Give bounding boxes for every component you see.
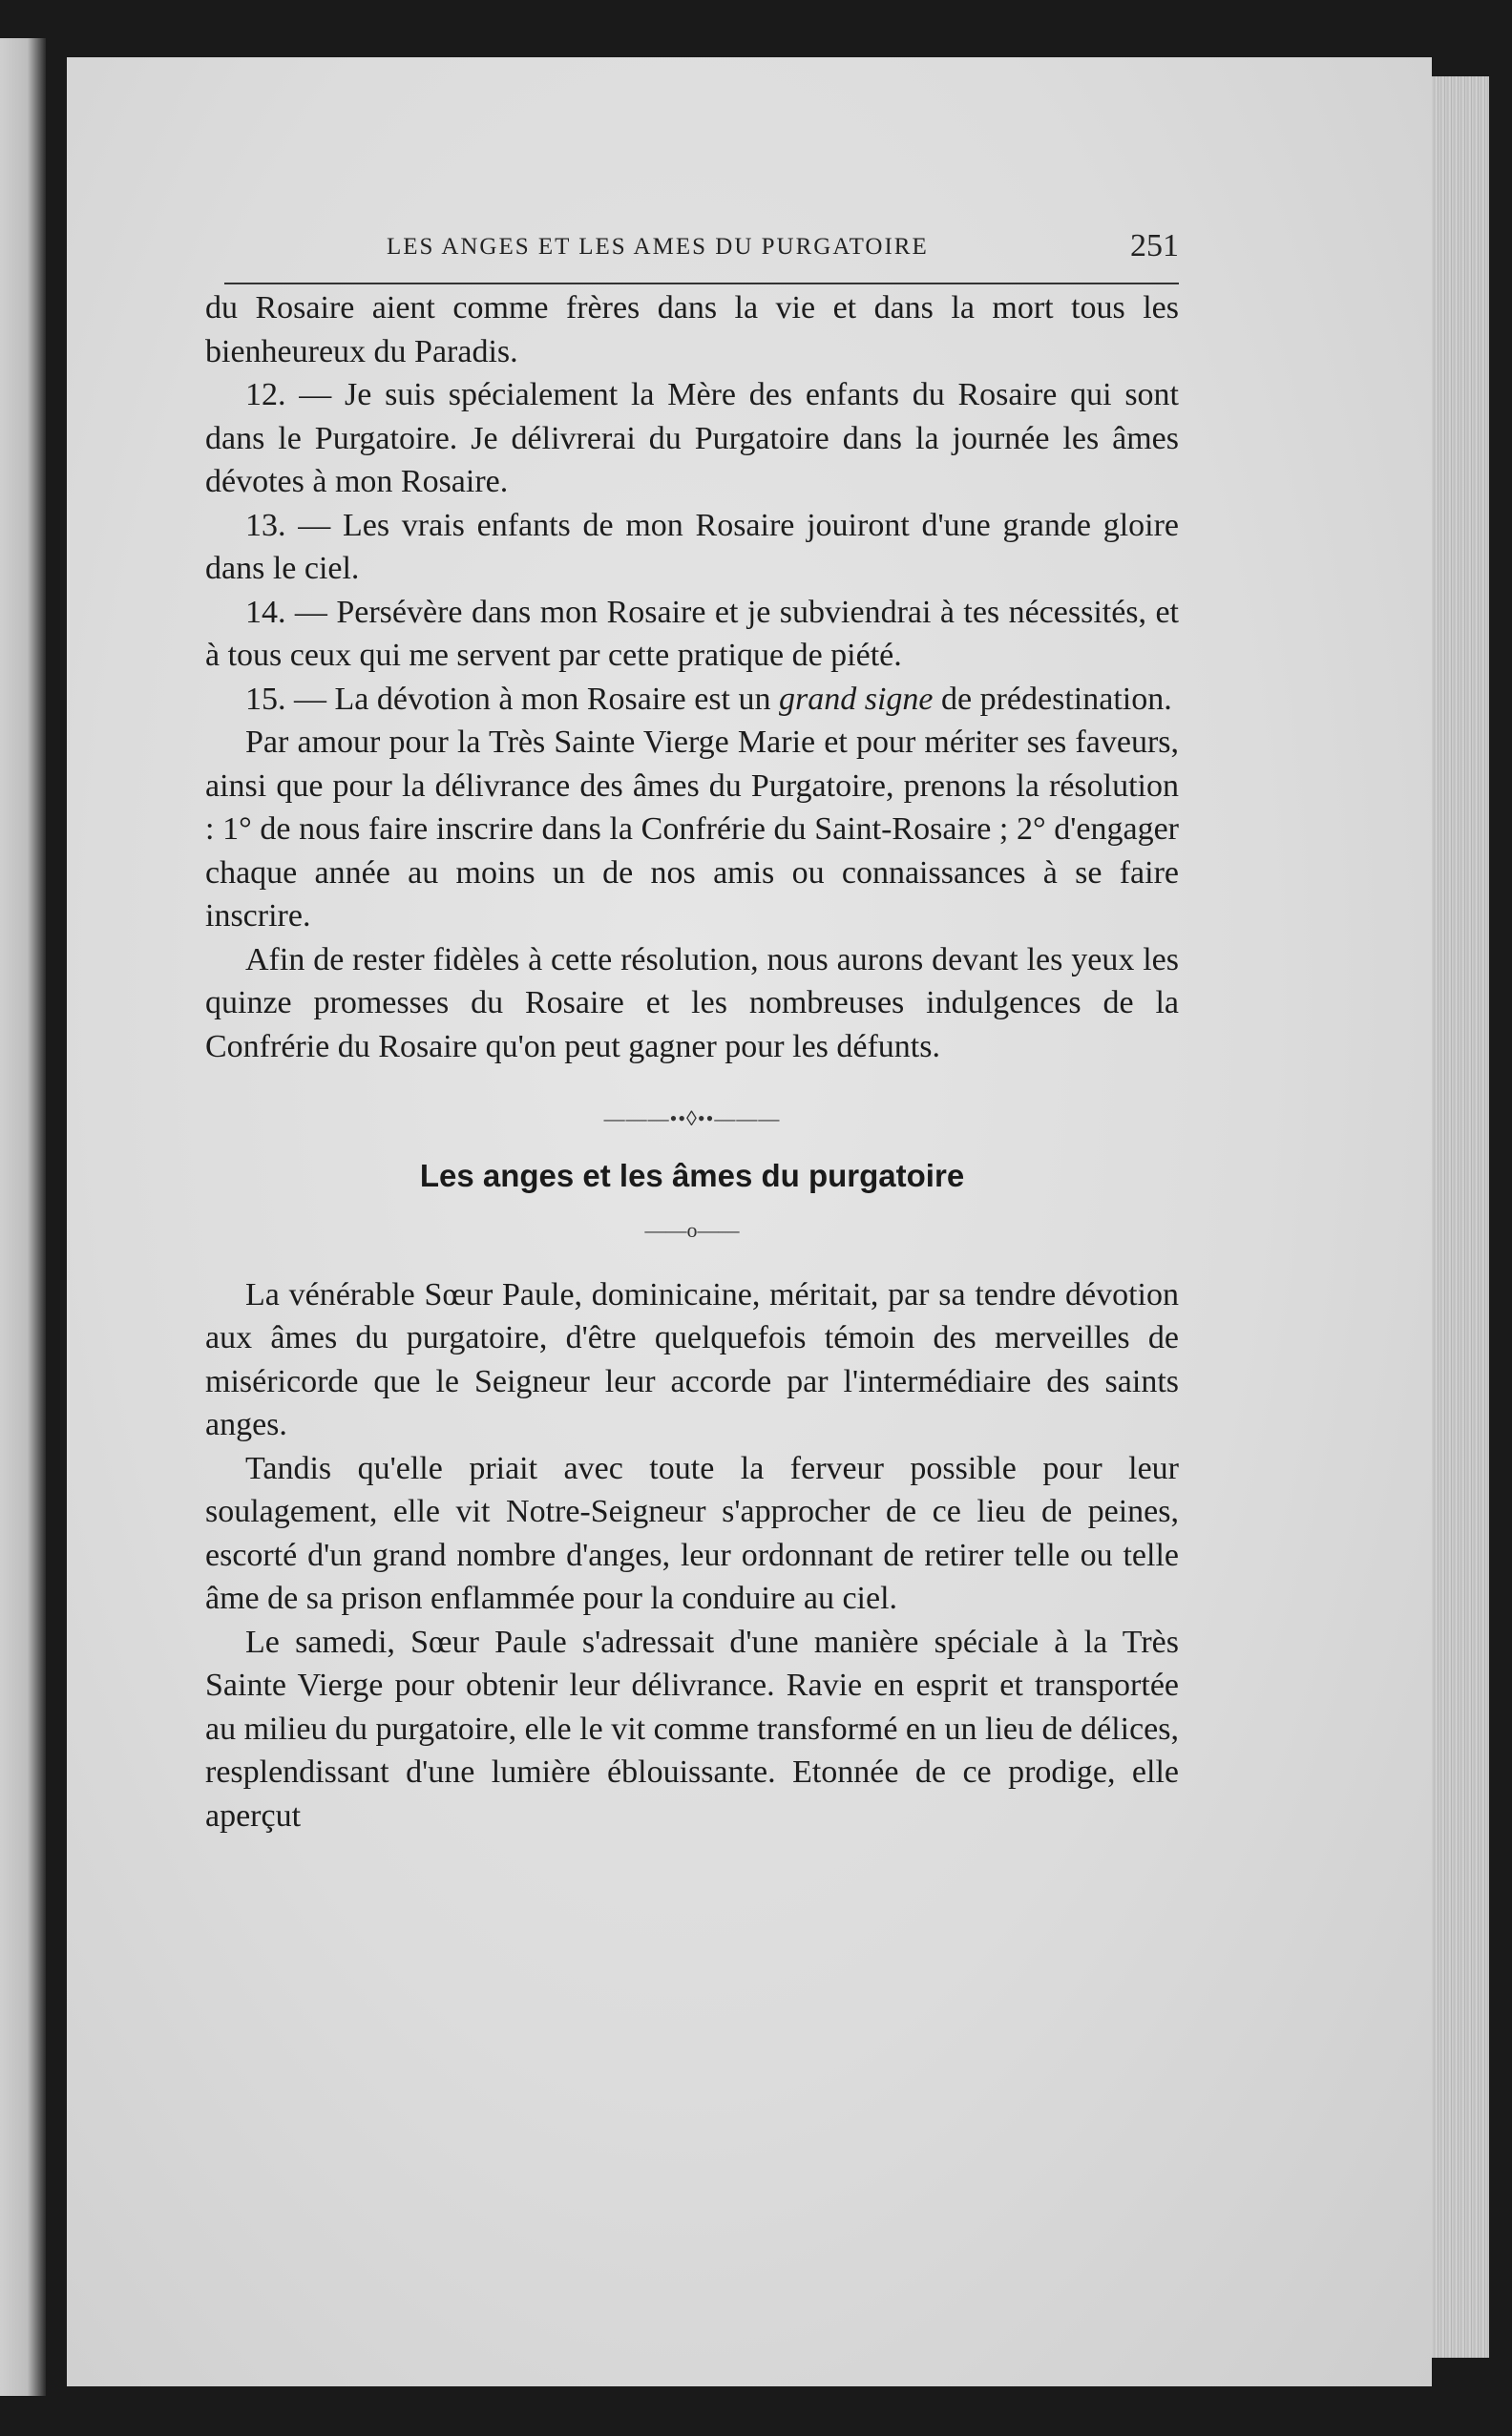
italic-phrase: grand signe xyxy=(779,681,934,717)
fidelity-paragraph: Afin de rester fidèles à cette résolution, nous aurons devant les yeux les quinze promesses du Rosaire et les nombreuses indulgences de la Confrérie du Rosaire qu'on peut gagner pour les défunts. xyxy=(205,941,1179,1064)
running-head: LES ANGES ET LES AMES DU PURGATOIRE xyxy=(387,234,929,260)
page-body xyxy=(205,286,1179,1838)
promise-15-text: 15. — La dévotion à mon Rosaire est un xyxy=(245,681,780,717)
small-divider: ——o—— xyxy=(644,1218,740,1242)
promise-15-end: de prédestination. xyxy=(933,681,1172,717)
promise-13: 13. — Les vrais enfants de mon Rosaire jouiront d'une grande gloire dans le ciel. xyxy=(205,507,1179,586)
ornament-divider: ———••◊••——— xyxy=(603,1106,781,1130)
promise-15 xyxy=(205,678,1179,722)
resolution-paragraph: Par amour pour la Très Sainte Vierge Marie et pour mériter ses faveurs, ainsi que pour la délivrance des âmes du Purgatoire, prenons la résolution : 1° de nous faire inscrire dans la Confrérie du Saint-Rosaire ; 2° d'engager chaque année au moins un de nos amis ou connaissances à se faire inscrire. xyxy=(205,724,1179,934)
section-paragraph-3: Le samedi, Sœur Paule s'adressait d'une manière spéciale à la Très Sainte Vierge pour obtenir leur délivrance. Ravie en esprit et transportée au milieu du purgatoire, elle le vit comme transformé en un lieu de délices, resplendissant d'une lumière éblouissante. Etonnée de ce prodige, elle aperçut xyxy=(205,1624,1179,1834)
paragraph-continuation: du Rosaire aient comme frères dans la vie et dans la mort tous les bienheureux du Paradis. xyxy=(205,290,1179,369)
section-paragraph-2: Tandis qu'elle priait avec toute la ferveur possible pour leur soulagement, elle vit Notre-Seigneur s'approcher de ce lieu de peines, escorté d'un grand nombre d'anges, leur ordonnant de retirer telle ou telle âme de sa prison enflammée pour la conduire au ciel. xyxy=(205,1450,1179,1616)
header-rule xyxy=(224,283,1179,284)
section-title: Les anges et les âmes du purgatoire xyxy=(419,1157,965,1193)
page-number: 251 xyxy=(1130,228,1179,263)
page-header xyxy=(387,228,1179,282)
promise-12: 12. — Je suis spécialement la Mère des enfants du Rosaire qui sont dans le Purgatoire. Je délivrerai du Purgatoire dans la journée les âmes dévotes à mon Rosaire. xyxy=(205,377,1179,499)
page-edges xyxy=(1432,76,1489,2358)
left-page-edge xyxy=(0,38,46,2396)
promise-14: 14. — Persévère dans mon Rosaire et je subviendrai à tes nécessités, et à tous ceux qui me servent par cette pratique de piété. xyxy=(205,594,1179,673)
section-paragraph-1: La vénérable Sœur Paule, dominicaine, méritait, par sa tendre dévotion aux âmes du purgatoire, d'être quelquefois témoin des merveilles de miséricorde que le Seigneur leur accorde par l'intermédiaire des saints anges. xyxy=(205,1276,1179,1442)
